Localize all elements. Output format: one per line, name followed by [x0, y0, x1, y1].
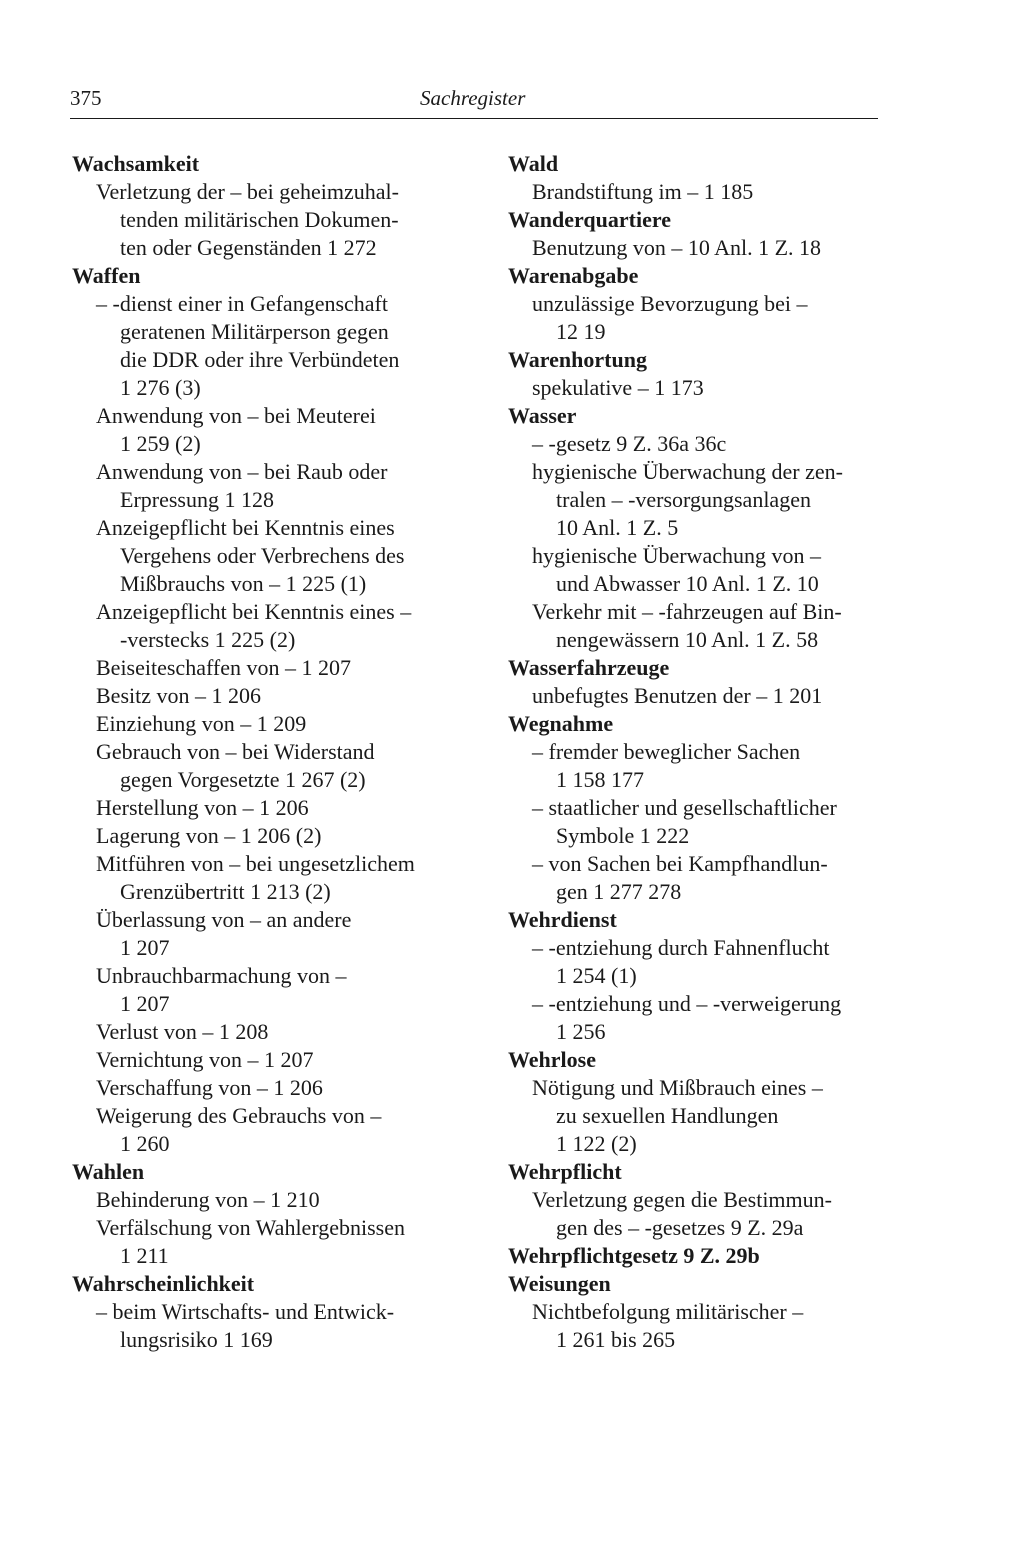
index-line: Wald [508, 151, 559, 176]
running-head: Sachregister [420, 86, 526, 110]
index-line: Vergehens oder Verbrechens des [120, 543, 405, 568]
page-header [70, 86, 878, 119]
index-line: Wanderquartiere [508, 207, 671, 232]
index-line: gen des – -gesetzes 9 Z. 29a [556, 1215, 804, 1240]
index-line: Verletzung gegen die Bestimmun- [532, 1187, 832, 1212]
index-line: 1 259 (2) [120, 431, 201, 456]
index-subentry [508, 542, 882, 598]
index-heading [508, 906, 882, 934]
index-line: 1 254 (1) [556, 963, 637, 988]
index-line: Behinderung von – 1 210 [96, 1187, 320, 1212]
index-line: 1 158 177 [556, 767, 644, 792]
index-line: Einziehung von – 1 209 [96, 711, 307, 736]
index-subentry [508, 1298, 882, 1354]
index-subentry [72, 710, 448, 738]
index-line: geratenen Militärperson gegen [120, 319, 389, 344]
index-line: Verlust von – 1 208 [96, 1019, 269, 1044]
index-line: hygienische Überwachung der zen- [532, 459, 843, 484]
index-line: – fremder beweglicher Sachen [532, 739, 801, 764]
index-line: gen 1 277 278 [556, 879, 682, 904]
index-line: Weisungen [508, 1271, 611, 1296]
index-line: 1 211 [120, 1243, 169, 1268]
index-line: lungsrisiko 1 169 [120, 1327, 273, 1352]
index-line: 10 Anl. 1 Z. 5 [556, 515, 679, 540]
index-line: Wasser [508, 403, 577, 428]
index-subentry [508, 738, 882, 794]
index-line: Nötigung und Mißbrauch eines – [532, 1075, 823, 1100]
index-line: tralen – -versorgungsanlagen [556, 487, 811, 512]
index-subentry [508, 850, 882, 906]
index-line: Mißbrauchs von – 1 225 (1) [120, 571, 367, 596]
index-subentry [72, 290, 448, 402]
index-subentry [72, 598, 448, 654]
index-subentry [72, 794, 448, 822]
index-subentry [72, 850, 448, 906]
index-line: Beiseiteschaffen von – 1 207 [96, 655, 351, 680]
index-heading [508, 654, 882, 682]
index-subentry [508, 794, 882, 850]
index-subentry [72, 402, 448, 458]
index-line: tenden militärischen Dokumen- [120, 207, 399, 232]
index-subentry [72, 962, 448, 1018]
index-subentry [508, 458, 882, 542]
index-line: Wasserfahrzeuge [508, 655, 670, 680]
index-heading [508, 710, 882, 738]
index-line: Anwendung von – bei Meuterei [96, 403, 376, 428]
index-line: unzulässige Bevorzugung bei – [532, 291, 808, 316]
index-column-right [508, 150, 882, 1354]
index-line: – staatlicher und gesellschaftlicher [532, 795, 837, 820]
index-subentry [508, 374, 882, 402]
index-heading [508, 262, 882, 290]
index-line: Gebrauch von – bei Widerstand [96, 739, 375, 764]
index-line: Wahrscheinlichkeit [72, 1271, 255, 1296]
index-heading [72, 150, 448, 178]
index-subentry [508, 598, 882, 654]
index-line: – -entziehung und – -verweigerung [532, 991, 842, 1016]
index-heading [508, 1270, 882, 1298]
index-subentry [72, 178, 448, 262]
index-subentry [72, 738, 448, 794]
index-line: Verfälschung von Wahlergebnissen [96, 1215, 406, 1240]
index-line: – -dienst einer in Gefangenschaft [96, 291, 388, 316]
index-line: Verkehr mit – -fahrzeugen auf Bin- [532, 599, 842, 624]
index-subentry [72, 1046, 448, 1074]
index-line: ten oder Gegenständen 1 272 [120, 235, 377, 260]
index-line: spekulative – 1 173 [532, 375, 704, 400]
index-line: Wehrpflicht [508, 1159, 622, 1184]
index-line: Symbole 1 222 [556, 823, 690, 848]
index-line: Wehrlose [508, 1047, 596, 1072]
index-line: Wehrpflichtgesetz 9 Z. 29b [508, 1243, 760, 1268]
index-line: Wahlen [72, 1159, 145, 1184]
index-subentry [72, 1186, 448, 1214]
index-subentry [508, 1186, 882, 1242]
index-heading [508, 1158, 882, 1186]
page-number: 375 [70, 86, 102, 110]
index-subentry [508, 990, 882, 1046]
index-line: 1 276 (3) [120, 375, 201, 400]
index-subentry [508, 290, 882, 346]
index-line: 1 256 [556, 1019, 606, 1044]
index-line: Anwendung von – bei Raub oder [96, 459, 388, 484]
index-line: Wehrdienst [508, 907, 617, 932]
index-line: Warenabgabe [508, 263, 639, 288]
index-line: – -gesetz 9 Z. 36a 36c [532, 431, 727, 456]
index-line: Vernichtung von – 1 207 [96, 1047, 314, 1072]
index-heading [72, 1158, 448, 1186]
index-line: Unbrauchbarmachung von – [96, 963, 347, 988]
index-line: Wegnahme [508, 711, 614, 736]
index-subentry [72, 1102, 448, 1158]
index-subentry [508, 682, 882, 710]
index-line: Weigerung des Gebrauchs von – [96, 1103, 382, 1128]
index-line: Benutzung von – 10 Anl. 1 Z. 18 [532, 235, 822, 260]
index-line: Brandstiftung im – 1 185 [532, 179, 754, 204]
index-line: 1 207 [120, 991, 170, 1016]
index-subentry [72, 822, 448, 850]
index-line: -verstecks 1 225 (2) [120, 627, 296, 652]
index-heading [508, 1046, 882, 1074]
index-heading [72, 262, 448, 290]
index-line: Herstellung von – 1 206 [96, 795, 309, 820]
index-subentry [508, 1074, 882, 1158]
index-line: Verschaffung von – 1 206 [96, 1075, 323, 1100]
index-heading [508, 150, 882, 178]
index-line: Warenhortung [508, 347, 647, 372]
index-line: gegen Vorgesetzte 1 267 (2) [120, 767, 366, 792]
index-line: – -entziehung durch Fahnenflucht [532, 935, 830, 960]
index-subentry [72, 1214, 448, 1270]
index-column-left [72, 150, 448, 1354]
index-line: 1 207 [120, 935, 170, 960]
index-line: Erpressung 1 128 [120, 487, 274, 512]
index-line: – von Sachen bei Kampfhandlun- [532, 851, 828, 876]
index-line: Besitz von – 1 206 [96, 683, 261, 708]
index-line: Lagerung von – 1 206 (2) [96, 823, 322, 848]
index-line: 12 19 [556, 319, 606, 344]
index-subentry [508, 430, 882, 458]
index-heading [508, 402, 882, 430]
index-line: und Abwasser 10 Anl. 1 Z. 10 [556, 571, 819, 596]
index-line: Anzeigepflicht bei Kenntnis eines – [96, 599, 412, 624]
index-subentry [72, 654, 448, 682]
index-line: 1 260 [120, 1131, 170, 1156]
index-subentry [72, 514, 448, 598]
index-line: Wachsamkeit [72, 151, 200, 176]
index-subentry [508, 178, 882, 206]
index-line: – beim Wirtschafts- und Entwick- [96, 1299, 395, 1324]
index-line: nengewässern 10 Anl. 1 Z. 58 [556, 627, 819, 652]
index-heading [508, 206, 882, 234]
index-heading [72, 1270, 448, 1298]
index-line: Verletzung der – bei geheimzuhal- [96, 179, 399, 204]
index-subentry [508, 934, 882, 990]
index-subentry [72, 458, 448, 514]
index-heading [508, 1242, 882, 1270]
index-subentry [72, 906, 448, 962]
index-subentry [72, 682, 448, 710]
index-subentry [72, 1018, 448, 1046]
index-subentry [72, 1074, 448, 1102]
index-line: hygienische Überwachung von – [532, 543, 821, 568]
index-line: Mitführen von – bei ungesetzlichem [96, 851, 415, 876]
index-line: 1 261 bis 265 [556, 1327, 676, 1352]
index-subentry [508, 234, 882, 262]
index-subentry [72, 1298, 448, 1354]
index-line: Anzeigepflicht bei Kenntnis eines [96, 515, 395, 540]
index-line: Nichtbefolgung militärischer – [532, 1299, 804, 1324]
index-line: Überlassung von – an andere [96, 907, 352, 932]
index-line: zu sexuellen Handlungen [556, 1103, 779, 1128]
index-line: unbefugtes Benutzen der – 1 201 [532, 683, 823, 708]
index-heading [508, 346, 882, 374]
index-line: 1 122 (2) [556, 1131, 637, 1156]
index-line: Grenzübertritt 1 213 (2) [120, 879, 331, 904]
index-line: die DDR oder ihre Verbündeten [120, 347, 400, 372]
index-line: Waffen [72, 263, 141, 288]
